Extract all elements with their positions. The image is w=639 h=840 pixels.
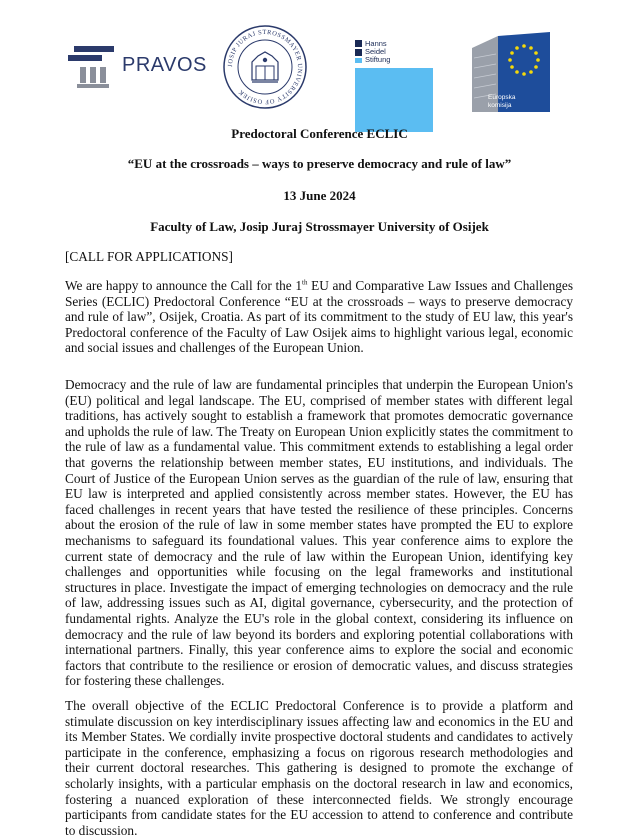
hss-line: Seidel	[365, 47, 386, 56]
pravos-logo	[68, 46, 207, 92]
hss-wordmark	[365, 40, 390, 64]
ec-logo	[468, 28, 552, 112]
conference-date: 13 June 2024	[283, 188, 356, 203]
intro-paragraph	[65, 278, 573, 356]
svg-text:JOSIP JURAJ STROSSMAYER UNIVER: JOSIP JURAJ STROSSMAYER UNIVERSITY OF OSIJEK	[226, 28, 304, 106]
university-seal-icon	[222, 24, 308, 110]
call-for-applications-label: [CALL FOR APPLICATIONS]	[65, 249, 233, 264]
democracy-paragraph: Democracy and the rule of law are fundamental principles that underpin the European Union's (EU) political and legal landscape. The EU, comprised of member states with different legal traditions, has actively sought to establish a framework that promotes democratic governance and upholds the rule of law. The Treaty on European Union explicitly states the commitment to the rule of law as a fundamental value. This commitment extends to establishing a legal order that governs the relationship between member states, EU institutions, and individuals. The Court of Justice of the European Union serves as the guardian of the rule of law, ensuring that EU law is interpreted and applied consistently across member states. However, the EU has faced challenges in recent years that have tested the resilience of these principles. Concerns about the erosion of the rule of law in some member states have prompted the EU to explore mechanisms to safeguard its foundational values. This year conference aims to explore the current state of democracy and the rule of law within the European Union, identifying key challenges and opportunities while focusing on the legal frameworks and institutional structures in place. Investigate the impact of emerging technologies on democracy and the rule of law, addressing issues such as AI, digital governance, cybersecurity, and the protection of fundamental rights. Analyze the EU's role in the global context, considering its influence on democracy and the rule of law beyond its borders and exploring potential collaborations with international partners. Finally, this year conference aims to explore the social and economic factors that contribute to the resilience or erosion of democratic values, and discuss strategies for fostering these challenges.	[65, 377, 573, 689]
conference-title: Predoctoral Conference ECLIC	[231, 126, 408, 141]
conference-venue: Faculty of Law, Josip Juraj Strossmayer University of Osijek	[150, 219, 489, 234]
hss-logo	[355, 38, 433, 126]
hss-line: Hanns	[365, 39, 387, 48]
intro-text-start: We are happy to announce the Call for the 1	[65, 278, 303, 293]
hss-mark-icon	[355, 40, 363, 64]
university-seal-logo	[222, 24, 308, 110]
pravos-emblem-icon	[68, 46, 118, 92]
logo-row	[0, 18, 639, 118]
conference-theme: “EU at the crossroads – ways to preserve democracy and rule of law”	[127, 156, 512, 171]
ec-line: Europska	[488, 94, 516, 101]
ec-wordmark	[488, 94, 515, 109]
hss-line: Stiftung	[365, 55, 391, 64]
hss-color-bar	[355, 68, 433, 132]
pravos-wordmark: PRAVOS	[122, 54, 207, 76]
ec-line: komisija	[488, 101, 512, 109]
intro-text-end: EU and Comparative Law Issues and Challenges Series (ECLIC) Predoctoral Conference “EU at the crossroads – ways to preserve democracy and rule of law”, Osijek, Croatia. As part of its commitment to the study of EU law, this year's Predoctoral conference of the Faculty of Law Osijek aims to highlight various legal, economic and social issues and challenges of the European Union.	[65, 278, 573, 356]
ordinal-suffix: th	[302, 278, 308, 287]
objective-paragraph: The overall objective of the ECLIC Predoctoral Conference is to provide a platform and stimulate discussion on key interdisciplinary issues affecting law and economics in the EU and its Member States. We cordially invite prospective doctoral students and candidates to actively participate in the conference, emphasizing a focus on rigorous research methodologies and their current doctoral researches. This gathering is designed to promote the exchange of scholarly insights, with a particular emphasis on the doctoral research in law and economics, fostering a nuanced exploration of these interconnected fields. We strongly encourage participants from candidate states for the EU accession to attend to conference and contribute to discussion.	[65, 698, 573, 838]
